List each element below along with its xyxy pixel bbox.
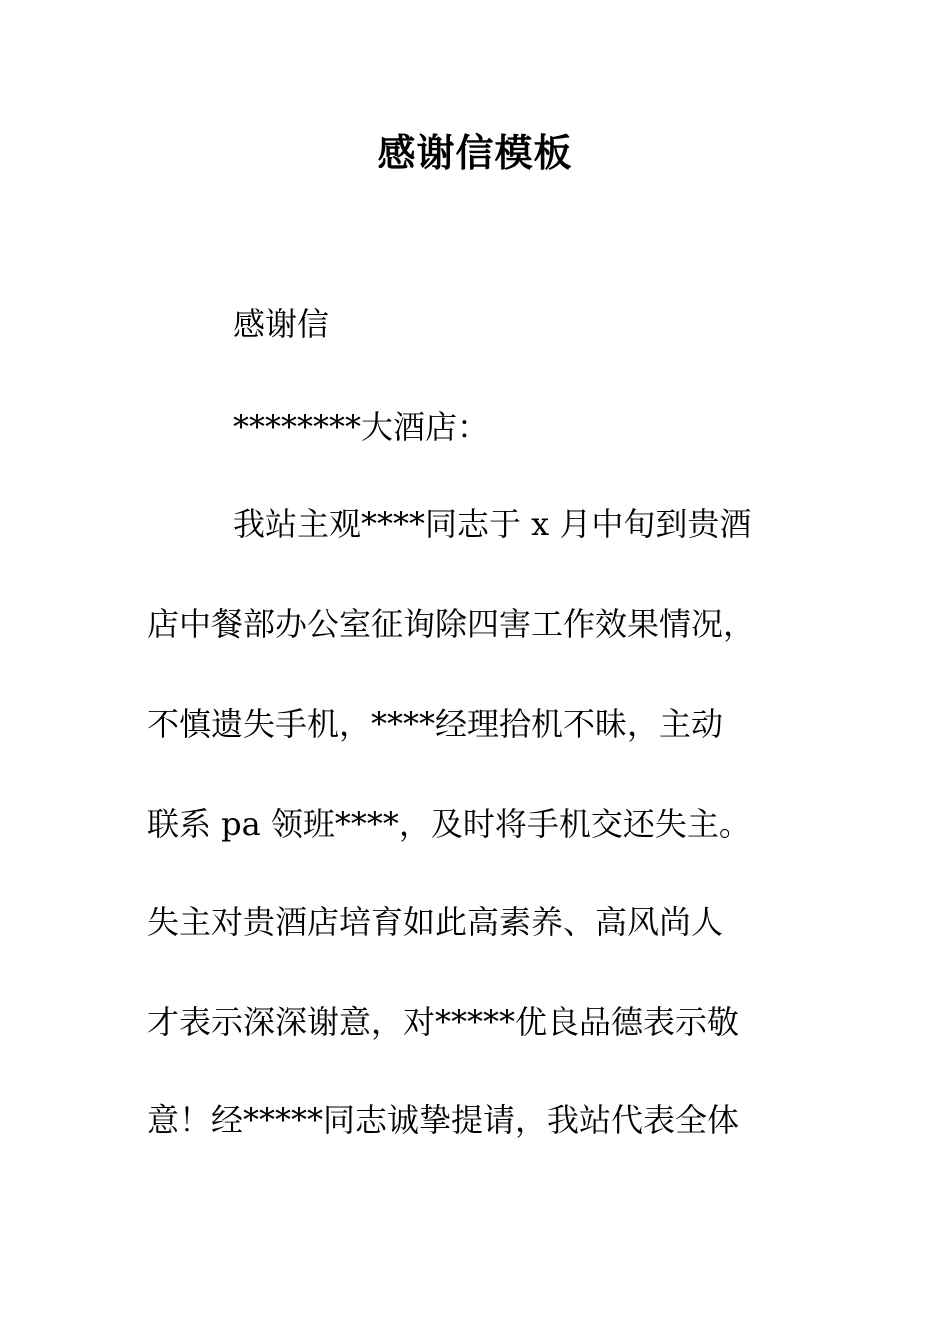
document-title: 感谢信模板 xyxy=(377,131,573,175)
body-line-7: 意！经*****同志诚挚提请，我站代表全体 xyxy=(147,1101,740,1139)
body-line-2: 店中餐部办公室征询除四害工作效果情况， xyxy=(147,605,756,643)
body-line-3: 不慎遗失手机，****经理拾机不昧，主动 xyxy=(147,705,724,743)
letter-salutation: ********大酒店： xyxy=(233,408,490,446)
body-line-6: 才表示深深谢意，对*****优良品德表示敬 xyxy=(147,1003,740,1041)
letter-heading: 感谢信 xyxy=(233,305,330,343)
body-line-4: 联系 pa 领班****，及时将手机交还失主。 xyxy=(147,805,751,843)
body-line-1: 我站主观****同志于 x 月中旬到贵酒 xyxy=(233,505,752,543)
body-line-5: 失主对贵酒店培育如此高素养、高风尚人 xyxy=(147,903,724,941)
